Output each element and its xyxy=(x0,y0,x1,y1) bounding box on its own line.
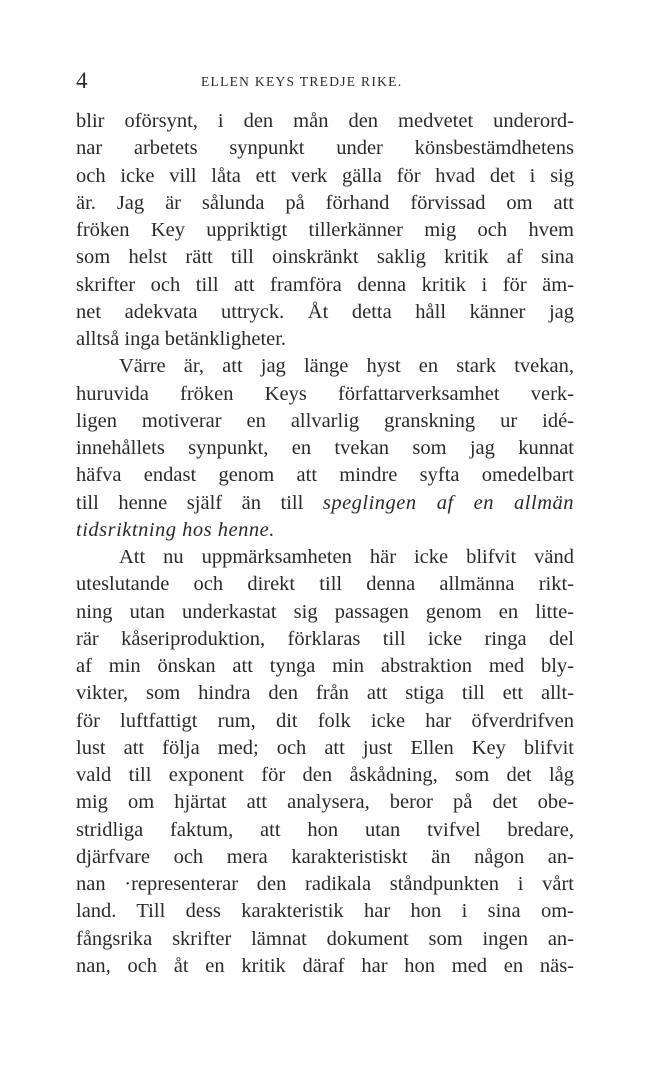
text-line: ligen motiverar en allvarlig granskning ur idé- xyxy=(76,409,574,432)
text-line: land. Till dess karakteristik har hon i sina om- xyxy=(76,900,574,923)
text-line: vald till exponent för den åskådning, som det låg xyxy=(76,764,574,786)
text-line: fångsrika skrifter lämnat dokument som ingen an- xyxy=(76,927,574,950)
running-title: ELLEN KEYS TREDJE RIKE. xyxy=(201,74,403,89)
running-head xyxy=(76,66,576,96)
text-line xyxy=(76,517,574,544)
text-line: blir oförsynt, i den mån den medvetet underord- xyxy=(76,110,574,132)
text-line: af min önskan att tynga min abstraktion med bly- xyxy=(76,655,574,677)
text-line: net adekvata uttryck. Åt detta håll känner jag xyxy=(76,300,574,323)
text-line-with-italic xyxy=(76,490,574,517)
text-line: alltså inga betänkligheter. xyxy=(76,328,287,350)
text-line: vikter, som hindra den från att stiga till ett allt- xyxy=(76,682,574,705)
italic-phrase: speglingen af en allmän xyxy=(322,491,575,514)
text-line: nar arbetets synpunkt under könsbestämdhetens xyxy=(76,137,574,160)
text-line: innehållets synpunkt, en tvekan som jag kunnat xyxy=(76,437,574,459)
text-line: är. Jag är sålunda på förhand förvissad om att xyxy=(76,191,574,214)
text-line: nan, och åt en kritik däraf har hon med en näs- xyxy=(76,954,574,977)
text-line: skrifter och till att framföra denna kritik i för äm- xyxy=(76,273,574,296)
text-line: Värre är, att jag länge hyst en stark tvekan, xyxy=(119,355,574,378)
text-line: Att nu uppmärksamheten här icke blifvit vänd xyxy=(119,546,574,568)
body-text xyxy=(76,108,574,980)
text-line: djärfvare och mera karakteristiskt än någon an- xyxy=(76,845,574,868)
italic-phrase: tidsriktning hos henne. xyxy=(76,518,275,541)
page-number: 4 xyxy=(76,68,88,93)
text-line: fröken Key uppriktigt tillerkänner mig och hvem xyxy=(76,219,574,241)
text-line: häfva endast genom att mindre syfta omedelbart xyxy=(76,464,574,487)
text-line: rär kåseriproduktion, förklaras till icke ringa del xyxy=(76,627,574,650)
text-line: för luftfattigt rum, dit folk icke har öfverdrifven xyxy=(76,709,574,732)
text-line: som helst rätt till oinskränkt saklig kritik af sina xyxy=(76,246,574,269)
text-line: uteslutande och direkt till denna allmänna rikt- xyxy=(76,573,574,596)
text-line: och icke vill låta ett verk gälla för hvad det i sig xyxy=(76,164,574,187)
text-line: ning utan underkastat sig passagen genom en litte- xyxy=(76,600,574,623)
text-line: mig om hjärtat att analysera, beror på det obe- xyxy=(76,791,574,814)
text-segment: till henne själf än till xyxy=(76,491,304,514)
text-line: nan ·representerar den radikala ståndpunkten i vårt xyxy=(76,873,574,895)
text-line: lust att följa med; och att just Ellen Key blifvit xyxy=(76,736,574,759)
text-line: stridliga faktum, att hon utan tvifvel bredare, xyxy=(76,818,574,841)
text-line: huruvida fröken Keys författarverksamhet verk- xyxy=(76,382,574,405)
